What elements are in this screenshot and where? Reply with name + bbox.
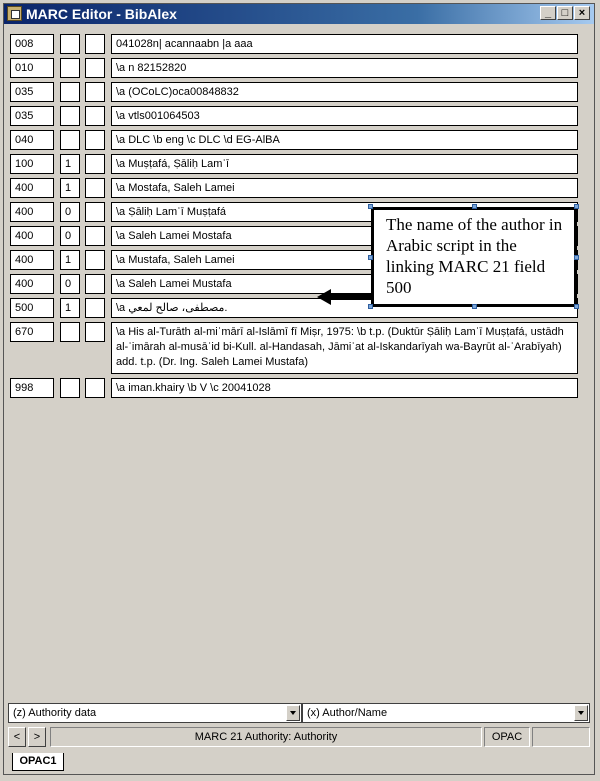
field-data-input[interactable]: \a Mostafa, Saleh Lamei <box>111 178 578 198</box>
field-data-input[interactable]: \a Muṣṭafá, Ṣāliḥ Lamʿī <box>111 154 578 174</box>
field-tag-input[interactable]: 100 <box>10 154 54 174</box>
field-data-input[interactable]: 041028n| acannaabn |a aaa <box>111 34 578 54</box>
field-data-input[interactable]: \a Mustafa, Saleh Lamei <box>111 250 578 270</box>
field-tag-input[interactable]: 400 <box>10 202 54 222</box>
field-data-input[interactable]: \a vtls001064503 <box>111 106 578 126</box>
field-tag-input[interactable]: 010 <box>10 58 54 78</box>
indicator-2-input[interactable] <box>85 154 105 174</box>
tab-opac1[interactable]: OPAC1 <box>12 753 64 771</box>
callout-text: The name of the author in Arabic script in the linking MARC 21 field 500 <box>386 215 563 297</box>
field-tag-input[interactable]: 008 <box>10 34 54 54</box>
authority-type-select[interactable] <box>8 703 302 723</box>
field-data-input[interactable]: \a مصطفى، صالح لمعي. <box>111 298 578 318</box>
indicator-2-input[interactable] <box>85 202 105 222</box>
indicator-1-input[interactable]: 1 <box>60 154 80 174</box>
indicator-2-input[interactable] <box>85 106 105 126</box>
window-title: MARC Editor - BibAlex <box>26 6 177 22</box>
field-tag-input[interactable]: 400 <box>10 178 54 198</box>
field-tag-input[interactable]: 035 <box>10 106 54 126</box>
annotation-callout <box>371 207 577 307</box>
marc-editor-window <box>3 3 595 775</box>
indicator-2-input[interactable] <box>85 250 105 270</box>
resize-handle <box>368 255 373 260</box>
indicator-2-input[interactable] <box>85 322 105 342</box>
field-data-input[interactable]: \a Saleh Lamei Mostafa <box>111 226 578 246</box>
authority-type-value: (z) Authority data <box>13 707 97 719</box>
indicator-1-input[interactable] <box>60 34 80 54</box>
indicator-2-input[interactable] <box>85 226 105 246</box>
arrow-left-icon <box>317 289 373 305</box>
marc-field-editor <box>6 26 592 696</box>
field-data-input[interactable]: \a Ṣāliḥ Lamʿī Muṣṭafá <box>111 202 578 222</box>
indicator-1-input[interactable] <box>60 130 80 150</box>
field-tag-input[interactable]: 400 <box>10 274 54 294</box>
field-tag-input[interactable]: 040 <box>10 130 54 150</box>
indicator-2-input[interactable] <box>85 178 105 198</box>
title-bar <box>4 4 594 24</box>
app-icon <box>7 6 22 21</box>
name-type-select[interactable] <box>302 703 590 723</box>
indicator-1-input[interactable] <box>60 106 80 126</box>
indicator-1-input[interactable] <box>60 82 80 102</box>
field-tag-input[interactable]: 998 <box>10 378 54 398</box>
field-tag-input[interactable]: 400 <box>10 226 54 246</box>
indicator-2-input[interactable] <box>85 82 105 102</box>
indicator-2-input[interactable] <box>85 298 105 318</box>
resize-handle <box>574 204 579 209</box>
indicator-2-input[interactable] <box>85 58 105 78</box>
resize-handle <box>472 204 477 209</box>
indicator-1-input[interactable]: 0 <box>60 226 80 246</box>
indicator-1-input[interactable]: 1 <box>60 178 80 198</box>
chevron-down-icon[interactable] <box>574 705 588 721</box>
close-icon[interactable]: × <box>574 6 590 20</box>
bottom-panel <box>4 698 594 774</box>
minimize-icon[interactable]: _ <box>540 6 556 20</box>
name-type-value: (x) Author/Name <box>307 707 388 719</box>
indicator-1-input[interactable] <box>60 322 80 342</box>
maximize-icon[interactable]: □ <box>557 6 573 20</box>
field-data-input[interactable]: \a iman.khairy \b V \c 20041028 <box>111 378 578 398</box>
resize-handle <box>574 255 579 260</box>
indicator-1-input[interactable] <box>60 58 80 78</box>
field-tag-input[interactable]: 400 <box>10 250 54 270</box>
resize-handle <box>574 304 579 309</box>
field-data-input[interactable]: \a n 82152820 <box>111 58 578 78</box>
field-data-input[interactable]: \a (OCoLC)oca00848832 <box>111 82 578 102</box>
indicator-1-input[interactable]: 0 <box>60 202 80 222</box>
status-bar <box>8 727 590 749</box>
field-data-input[interactable]: \a His al-Turāth al-miʿmārī al-Islāmī fī Miṣr, 1975: \b t.p. (Duktūr Ṣāliḥ Lamʿī Muṣṭafá, ustādh al-ʿimārah al-musāʿid bi-Kull. al-Handasah, Jāmiʿat al-Iskandarīyah wa-Bayrūt al-ʿArabīyah) add. t.p. (Dr. Ing. Saleh Lamei Mustafa) <box>111 322 578 374</box>
resize-handle <box>368 204 373 209</box>
indicator-2-input[interactable] <box>85 274 105 294</box>
mode-status: OPAC <box>484 727 530 747</box>
indicator-1-input[interactable]: 0 <box>60 274 80 294</box>
resize-handle <box>472 304 477 309</box>
record-format-status: MARC 21 Authority: Authority <box>50 727 482 747</box>
indicator-1-input[interactable]: 1 <box>60 250 80 270</box>
indicator-2-input[interactable] <box>85 130 105 150</box>
field-data-input[interactable]: \a Saleh Lamei Mustafa <box>111 274 578 294</box>
chevron-down-icon[interactable] <box>286 705 300 721</box>
field-tag-input[interactable]: 500 <box>10 298 54 318</box>
status-panel-empty <box>532 727 590 747</box>
indicator-2-input[interactable] <box>85 34 105 54</box>
field-tag-input[interactable]: 670 <box>10 322 54 342</box>
prev-record-button[interactable]: < <box>8 727 26 747</box>
next-record-button[interactable]: > <box>28 727 46 747</box>
indicator-2-input[interactable] <box>85 378 105 398</box>
indicator-1-input[interactable]: 1 <box>60 298 80 318</box>
field-tag-input[interactable]: 035 <box>10 82 54 102</box>
field-data-input[interactable]: \a DLC \b eng \c DLC \d EG-AlBA <box>111 130 578 150</box>
indicator-1-input[interactable] <box>60 378 80 398</box>
